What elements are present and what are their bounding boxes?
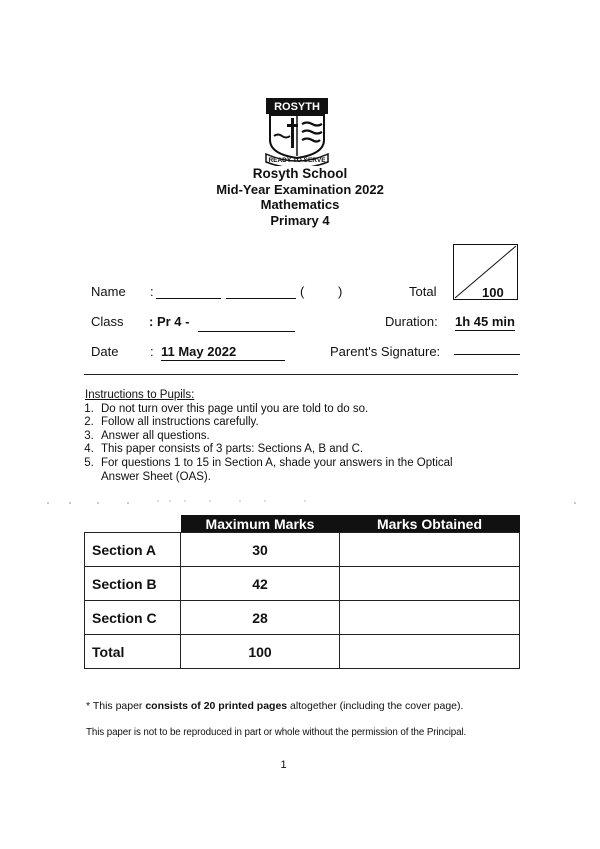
max-marks: 42	[181, 567, 340, 601]
instruction-item: 4. This paper consists of 3 parts: Sections A, B and C.	[97, 443, 481, 457]
date-value: 11 May 2022	[161, 344, 285, 361]
note-bold: consists of 20 printed pages	[145, 700, 288, 712]
scan-artifacts	[40, 500, 580, 506]
marks-table-header	[85, 515, 520, 533]
name-label: Name	[91, 284, 126, 299]
page-number: 1	[280, 759, 287, 771]
note-suffix: altogether (including the cover page).	[287, 700, 464, 712]
copyright-note: This paper is not to be reproduced in part or whole without the permission of the Principal.	[86, 727, 467, 738]
section-name: Total	[85, 635, 181, 669]
name-colon: :	[150, 284, 154, 299]
instructions-heading: Instructions to Pupils:	[85, 389, 195, 401]
instruction-item: 3. Answer all questions.	[97, 430, 481, 444]
table-row	[85, 567, 520, 601]
section-name: Section C	[85, 601, 181, 635]
table-row	[85, 635, 520, 669]
header-marks-obtained: Marks Obtained	[340, 515, 520, 533]
name-field-2[interactable]	[226, 284, 296, 299]
instruction-item: 1. Do not turn over this page until you are told to do so.	[97, 403, 481, 417]
exam-header	[0, 166, 600, 228]
crest-motto: READY TO SERVE	[268, 157, 326, 164]
note-prefix: * This paper	[86, 700, 146, 712]
table-row	[85, 533, 520, 567]
page-count-note	[86, 700, 463, 712]
duration-value: 1h 45 min	[455, 314, 515, 329]
exam-title: Mid-Year Examination 2022	[216, 181, 384, 197]
class-value: : Pr 4 -	[149, 314, 190, 329]
max-marks: 28	[181, 601, 340, 635]
level: Primary 4	[270, 212, 330, 228]
name-field[interactable]	[156, 284, 221, 299]
subject: Mathematics	[260, 197, 340, 212]
total-label: Total	[409, 284, 437, 299]
instruction-item: 2. Follow all instructions carefully.	[97, 416, 481, 430]
max-marks: 30	[181, 533, 340, 567]
signature-label: Parent's Signature:	[330, 344, 441, 359]
school-crest	[262, 96, 332, 166]
header-rule	[84, 374, 518, 375]
signature-field[interactable]	[454, 340, 520, 355]
index-paren-open: (	[300, 284, 305, 299]
instruction-item: 5. For questions 1 to 15 in Section A, shade your answers in the Optical Answer Sheet (OAS).	[97, 457, 481, 484]
marks-obtained-cell[interactable]	[340, 533, 520, 567]
index-paren-close: )	[338, 284, 343, 299]
class-label: Class	[91, 314, 124, 329]
table-row	[85, 601, 520, 635]
marks-table	[84, 515, 520, 669]
crest-banner-text: ROSYTH	[274, 101, 320, 113]
header-max-marks: Maximum Marks	[181, 515, 340, 533]
date-colon: :	[150, 344, 154, 359]
total-value: 100	[482, 285, 504, 300]
marks-obtained-cell[interactable]	[340, 567, 520, 601]
section-name: Section B	[85, 567, 181, 601]
header-blank	[85, 515, 181, 533]
marks-obtained-cell[interactable]	[340, 601, 520, 635]
instructions	[85, 389, 481, 484]
section-name: Section A	[85, 533, 181, 567]
date-label: Date	[91, 344, 119, 359]
duration-label: Duration:	[385, 314, 438, 329]
max-marks: 100	[181, 635, 340, 669]
class-field[interactable]	[198, 317, 295, 332]
school-name: Rosyth School	[252, 166, 348, 181]
marks-obtained-cell[interactable]	[340, 635, 520, 669]
